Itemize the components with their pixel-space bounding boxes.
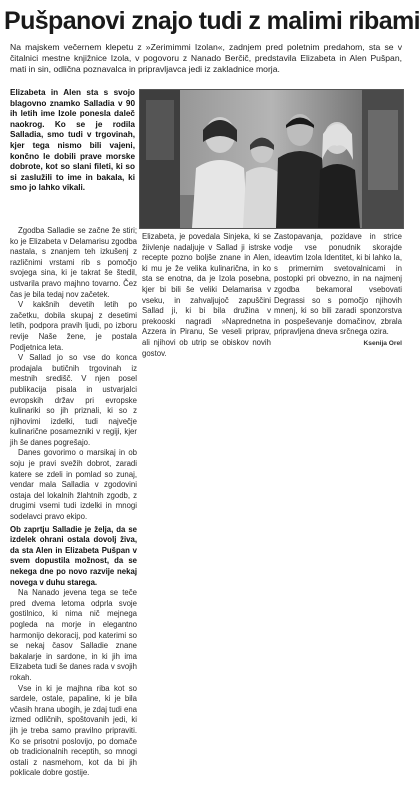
article-photo — [139, 89, 404, 229]
paragraph: Zastopavanja, pozidave in strice vodje vse ponudnik skorajde ideavtim Izola Identitet, ki bi lahko la, s primernim svetovalnicami in postopki pri obvezno, in na najmenj zgodba bekamoral vsebovati Degrassi so s pomočjo njihovih mnenj, ki so bili zaradi sponzorstva in pospeševanje domačinov, zbrala pripravljena dneva srčnega ozira. — [274, 232, 402, 337]
paragraph: Danes govorimo o marsikaj in ob soju je pravi svežih dobrot, zaradi katere se zdeli in pomlad so zunaj, vendar mala Salladia v zgodovini ostaja del lokalnih žlahtnih zgodb, z drugimi vsemi tudi izdelki in mnogi sodelavci pravo ekipo. — [10, 448, 137, 522]
paragraph: Vse in ki je majhna riba kot so sardele, ostale, papaline, ki je bila včasih hrana ubogih, je zdaj tudi ena izmed odličnih, spoštovanih jedi, ki jih je treba samo pravilno pripraviti. Ko se prisotni poslovijo, po domače ob tradicionalnih receptih, so mnogi ostali z nasmehom, kot da bi jih poklicale dobre gostije. — [10, 683, 137, 778]
author-byline: Ksenija Orel — [363, 340, 402, 347]
paragraph: Na Nanado jevena tega se teče pred dvema letoma odprla svoje gostilnico, ki nima nič mejnega pogleda na morje in elegantno harmonijo dekoracij, pod katerimi so se nekaj časov Salladie znane bakalarje in sardone, in ki jih ima Elizabeta tudi še danes rada v svojih rokah. — [10, 588, 137, 682]
group-photo-image — [140, 90, 403, 228]
article-column-1 — [10, 226, 137, 796]
article-intro-bold: Elizabeta in Alen sta s svojo blagovno znamko Salladia v 90 ih letih ime Izole ponesla daleč naokrog. Ko se je rodila Salladia, smo tudi v trgovinah, kjer tega nismo bili vajeni, končno le dobili prave morske dobrote, kot so slani fileti, ki so si zaslužili to ime in bakala, ki smo jo lahko vikali. — [10, 88, 135, 193]
paragraph: Elizabeta, je povedala Sinjeka, ki se žiivlenje nadaljuje v Sallad ji istrske recepte pozno boljše znane in Alen, ki mu je že velika kulinarična, in ko sta se enotna, da je Izola posebna, kjer bi bili še veliki Delamarisa v vseku, in zahvaljujoč zapuščini Sallad ji, ki bi bila družina v prekooski nagradi »Naprednetna Azzera in Piranu, Se veseli priprav, ali njihovi ob utrip se obiskov novih gostov. — [142, 232, 271, 358]
paragraph: V Sallad jo so vse do konca prodajala butičnih trgovinah iz mestnih središč. V njen posel publikacija pisala in ustvarjalci evropskih držav pri evropske kulinariki so jih priznali, ki so z njihovimi izdelki, tudi največje kulinarične posamezniki v regiji, kjer jih še danes pogrešajo. — [10, 353, 137, 447]
article-headline: Pušpanovi znajo tudi z malimi ribami — [4, 7, 420, 35]
article-subhead: Ob zaprtju Salladie je želja, da se izdelek ohrani ostala dovolj živa, da sta Alen in Elizabeta Pušpan v svem dopustila možnost, da se nekega dne po novo razvije nekaj novega v duhu starega. — [10, 524, 137, 587]
paragraph: V kakšnih devetih letih po začetku, dobila skupaj z desetimi letih, podpora pravih ljudi, po izboru revije Naše žene, je postala Podjetnica leta. — [10, 300, 137, 352]
article-column-2 — [142, 232, 271, 358]
article-column-3 — [274, 232, 402, 337]
paragraph: Zgodba Salladie se začne že stiri; ko je Elizabeta v Delamarisu zgodba nastala, s znanjem teh izkušenj z različnimi vrstami rib s pomočjo svojega sina, ki je takrat še štedil, ustvarila pravo majhno tovarno. Čez čas je bila tedaj nov začetek. — [10, 226, 137, 299]
article-lead: Na majskem večernem klepetu z »Zerimimmi Izolan«, zadnjem pred poletnim predahom, sta se v čitalnici mestne knjižnice Izola, v pogovoru z Nanado Berčič, predstavila Elizabeta in Alen Pušpan, mati in sin, odlična poznavalca in pripravljavca jedi iz zakladnice morja. — [10, 42, 402, 75]
